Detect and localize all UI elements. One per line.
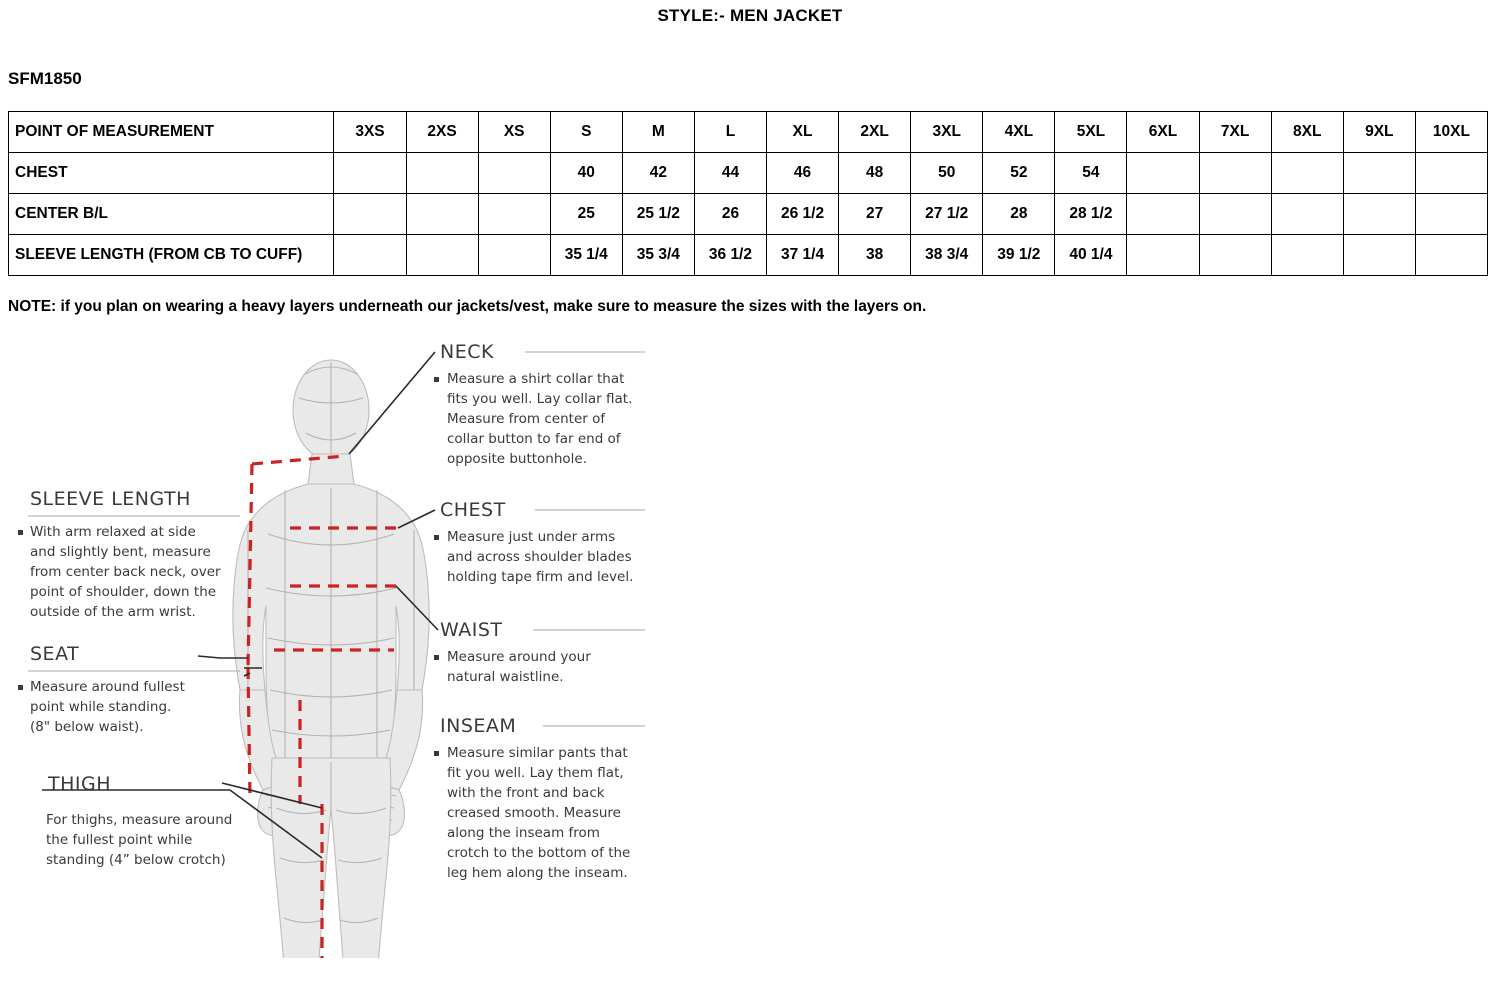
seat-heading: SEAT [30, 643, 80, 665]
cell: 42 [622, 153, 694, 194]
cell: 36 1/2 [694, 235, 766, 276]
column-header: S [550, 112, 622, 153]
cell [1199, 153, 1271, 194]
seat-line: point while standing. [30, 699, 172, 715]
row-label: CENTER B/L [9, 194, 334, 235]
cell: 38 3/4 [911, 235, 983, 276]
bullet-icon [434, 751, 439, 756]
bullet-icon [434, 377, 439, 382]
cell: 26 [694, 194, 766, 235]
inseam-line: with the front and back [447, 785, 605, 801]
bullet-icon [434, 535, 439, 540]
waist-block [434, 619, 645, 685]
neck-line: opposite buttonhole. [447, 451, 588, 467]
cell: 28 1/2 [1055, 194, 1127, 235]
column-header: XL [767, 112, 839, 153]
chest-line: holding tape firm and level. [447, 569, 634, 585]
cell [1199, 235, 1271, 276]
cell: 37 1/4 [767, 235, 839, 276]
waist-line: Measure around your [447, 649, 591, 665]
chest-heading: CHEST [440, 499, 506, 521]
column-header: 5XL [1055, 112, 1127, 153]
thigh-heading: THIGH [48, 773, 112, 795]
neck-line: collar button to far end of [447, 431, 621, 447]
column-header: XS [478, 112, 550, 153]
column-header: POINT OF MEASUREMENT [9, 112, 334, 153]
column-header: 3XS [334, 112, 406, 153]
sleeve-length-line: and slightly bent, measure [30, 544, 211, 560]
cell [1343, 153, 1415, 194]
cell [478, 235, 550, 276]
cell [406, 235, 478, 276]
neck-line: Measure from center of [447, 411, 606, 427]
column-header: 3XL [911, 112, 983, 153]
table-header-row [9, 112, 1488, 153]
inseam-line: Measure similar pants that [447, 745, 628, 761]
cell: 46 [767, 153, 839, 194]
column-header: 2XL [839, 112, 911, 153]
cell: 54 [1055, 153, 1127, 194]
cell: 35 1/4 [550, 235, 622, 276]
sleeve-length-line: outside of the arm wrist. [30, 604, 196, 620]
cell: 35 3/4 [622, 235, 694, 276]
row-label: SLEEVE LENGTH (FROM CB TO CUFF) [9, 235, 334, 276]
thigh-block [46, 773, 232, 868]
cell [334, 194, 406, 235]
cell: 25 [550, 194, 622, 235]
seat-line: (8" below waist). [30, 719, 144, 735]
cell: 40 1/4 [1055, 235, 1127, 276]
waist-heading: WAIST [440, 619, 503, 641]
inseam-line: fit you well. Lay them flat, [447, 765, 624, 781]
sleeve-length-heading: SLEEVE LENGTH [30, 488, 191, 510]
measurement-note: NOTE: if you plan on wearing a heavy layers underneath our jackets/vest, make sure to measure the sizes with the layers on. [8, 298, 927, 315]
cell [1415, 153, 1487, 194]
cell [406, 194, 478, 235]
cell: 26 1/2 [767, 194, 839, 235]
column-header: L [694, 112, 766, 153]
cell [1127, 153, 1199, 194]
cell [334, 153, 406, 194]
column-header: 2XS [406, 112, 478, 153]
cell: 50 [911, 153, 983, 194]
chest-block [434, 499, 645, 585]
waist-line: natural waistline. [447, 669, 564, 685]
bullet-icon [18, 530, 23, 535]
cell [1199, 194, 1271, 235]
cell: 40 [550, 153, 622, 194]
neck-line: Measure a shirt collar that [447, 371, 625, 387]
sleeve-length-block [18, 488, 240, 620]
column-header: M [622, 112, 694, 153]
page-title: STYLE:- MEN JACKET [657, 6, 843, 25]
cell [478, 194, 550, 235]
cell [334, 235, 406, 276]
table-row [9, 235, 1488, 276]
cell: 25 1/2 [622, 194, 694, 235]
cell [1127, 235, 1199, 276]
mannequin-figure [233, 360, 429, 958]
cell [1343, 235, 1415, 276]
measurement-diagram [0, 338, 1500, 958]
style-code: SFM1850 [8, 69, 82, 88]
column-header: 10XL [1415, 112, 1487, 153]
column-header: 8XL [1271, 112, 1343, 153]
seat-line: Measure around fullest [30, 679, 185, 695]
column-header: 7XL [1199, 112, 1271, 153]
inseam-block [434, 715, 645, 881]
cell: 48 [839, 153, 911, 194]
size-chart-table [8, 111, 1488, 276]
inseam-line: leg hem along the inseam. [447, 865, 628, 881]
sleeve-length-line: With arm relaxed at side [30, 524, 196, 540]
table-row [9, 194, 1488, 235]
thigh-line: the fullest point while [46, 832, 193, 848]
cell: 52 [983, 153, 1055, 194]
table-row [9, 153, 1488, 194]
cell: 27 1/2 [911, 194, 983, 235]
thigh-line: For thighs, measure around [46, 812, 233, 828]
cell: 27 [839, 194, 911, 235]
cell [406, 153, 478, 194]
cell [1271, 235, 1343, 276]
cell [1271, 194, 1343, 235]
cell [478, 153, 550, 194]
neck-line: fits you well. Lay collar flat. [447, 391, 633, 407]
cell [1343, 194, 1415, 235]
row-label: CHEST [9, 153, 334, 194]
cell [1127, 194, 1199, 235]
inseam-heading: INSEAM [440, 715, 517, 737]
cell: 38 [839, 235, 911, 276]
inseam-line: along the inseam from [447, 825, 600, 841]
chest-line: Measure just under arms [447, 529, 616, 545]
sleeve-length-line: from center back neck, over [30, 564, 221, 580]
column-header: 4XL [983, 112, 1055, 153]
inseam-line: creased smooth. Measure [447, 805, 621, 821]
cell [1415, 235, 1487, 276]
bullet-icon [18, 685, 23, 690]
bullet-icon [434, 655, 439, 660]
cell: 44 [694, 153, 766, 194]
neck-block [434, 341, 645, 467]
cell [1415, 194, 1487, 235]
chest-line: and across shoulder blades [447, 549, 632, 565]
cell: 28 [983, 194, 1055, 235]
thigh-line: standing (4” below crotch) [46, 852, 226, 868]
column-header: 6XL [1127, 112, 1199, 153]
cell [1271, 153, 1343, 194]
inseam-line: crotch to the bottom of the [447, 845, 631, 861]
sleeve-length-line: point of shoulder, down the [30, 584, 217, 600]
column-header: 9XL [1343, 112, 1415, 153]
neck-heading: NECK [440, 341, 494, 363]
cell: 39 1/2 [983, 235, 1055, 276]
